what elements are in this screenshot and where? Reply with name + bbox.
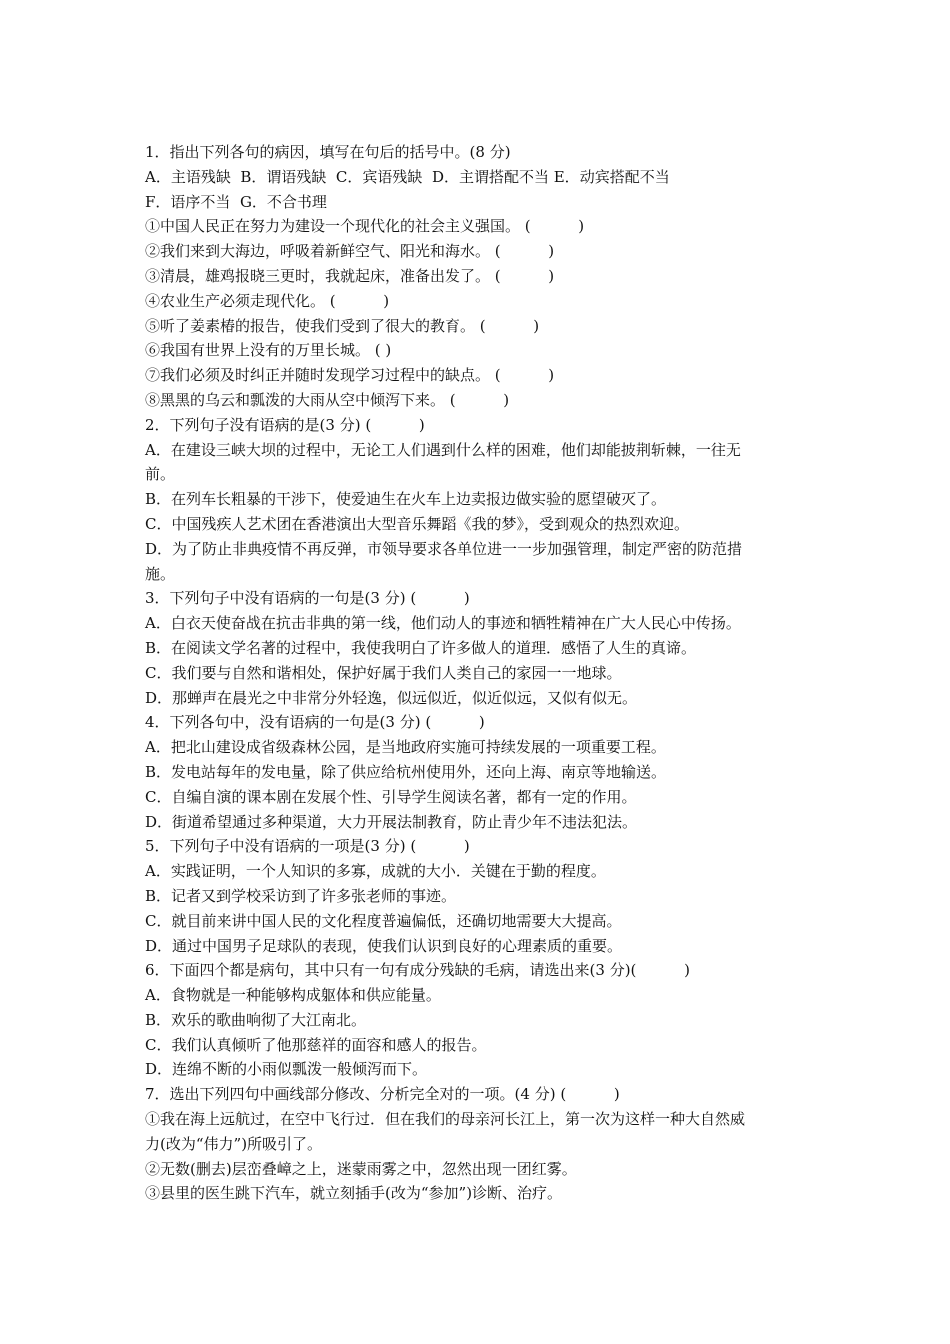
text-line: D．那蝉声在晨光之中非常分外轻逸，似远似近，似近似远，又似有似无。 xyxy=(145,688,638,707)
text-line: B．在阅读文学名著的过程中，我使我明白了许多做人的道理．感悟了人生的真谛。 xyxy=(145,638,697,657)
text-line: C．就目前来讲中国人民的文化程度普遍偏低，还确切地需要大大提高。 xyxy=(145,911,622,930)
text-line: B．记者又到学校采访到了许多张老师的事迹。 xyxy=(145,886,457,905)
text-line: ③县里的医生跳下汽车，就立刻插手(改为“参加”)诊断、治疗。 xyxy=(145,1184,563,1203)
text-line: 4．下列各句中，没有语病的一句是(3 分) ( ) xyxy=(145,713,485,732)
text-line: 施。 xyxy=(145,564,176,583)
text-line: ②无数(删去)层峦叠嶂之上，迷蒙雨雾之中，忽然出现一团红雾。 xyxy=(145,1159,577,1178)
text-line: 7．选出下列四句中画线部分修改、分析完全对的一项。(4 分) ( ) xyxy=(145,1085,620,1104)
text-line: A．把北山建设成省级森林公园，是当地政府实施可持续发展的一项重要工程。 xyxy=(145,738,666,757)
text-line: D．连绵不断的小雨似瓢泼一般倾泻而下。 xyxy=(145,1060,428,1079)
text-line: D．街道希望通过多种渠道，大力开展法制教育，防止青少年不违法犯法。 xyxy=(145,812,638,831)
text-line: C．我们要与自然和谐相处，保护好属于我们人类自己的家园一一地球。 xyxy=(145,663,622,682)
text-line: ⑤听了姜素椿的报告，使我们受到了很大的教育。 ( ) xyxy=(145,316,540,335)
text-line: ②我们来到大海边，呼吸着新鲜空气、阳光和海水。 ( ) xyxy=(145,242,555,261)
text-line: ④农业生产必须走现代化。 ( ) xyxy=(145,291,390,310)
text-line: ①我在海上远航过，在空中飞行过．但在我们的母亲河长江上，第一次为这样一种大自然威 xyxy=(145,1110,746,1129)
text-line: C．中国残疾人艺术团在香港演出大型音乐舞蹈《我的梦》，受到观众的热烈欢迎。 xyxy=(145,514,689,533)
question-text xyxy=(145,140,825,1206)
text-line: F．语序不当 G．不合书理 xyxy=(145,192,327,211)
text-line: ⑦我们必须及时纠正并随时发现学习过程中的缺点。 ( ) xyxy=(145,366,555,385)
text-line: B．欢乐的歌曲响彻了大江南北。 xyxy=(145,1010,367,1029)
text-line: C．自编自演的课本剧在发展个性、引导学生阅读名著，都有一定的作用。 xyxy=(145,787,637,806)
text-line: 6．下面四个都是病句，其中只有一句有成分残缺的毛病，请选出来(3 分)( ) xyxy=(145,961,690,980)
text-line: ③清晨，雄鸡报晓三更时，我就起床，准备出发了。 ( ) xyxy=(145,266,555,285)
text-line: A．主语残缺 B．谓语残缺 C．宾语残缺 D．主谓搭配不当 E．动宾搭配不当 xyxy=(145,167,670,186)
text-line: D．为了防止非典疫情不再反弹，市领导要求各单位进一一步加强管理，制定严密的防范措 xyxy=(145,539,743,558)
text-line: A．白衣天使奋战在抗击非典的第一线，他们动人的事迹和牺牲精神在广大人民心中传扬。 xyxy=(145,614,741,633)
text-line: ⑥我国有世界上没有的万里长城。 ( ) xyxy=(145,341,392,360)
text-line: B．在列车长粗暴的干涉下，使爱迪生在火车上边卖报边做实验的愿望破灭了。 xyxy=(145,490,667,509)
text-line: 2．下列句子没有语病的是(3 分) ( ) xyxy=(145,415,425,434)
text-line: A．实践证明，一个人知识的多寡，成就的大小．关键在于勤的程度。 xyxy=(145,862,606,881)
text-line: 1．指出下列各句的病因，填写在句后的括号中。(8 分) xyxy=(145,143,511,161)
text-line: ①中国人民正在努力为建设一个现代化的社会主义强国。 ( ) xyxy=(145,217,585,236)
text-line: ⑧黑黑的乌云和瓢泼的大雨从空中倾泻下来。 ( ) xyxy=(145,390,510,409)
text-line: 3．下列句子中没有语病的一句是(3 分) ( ) xyxy=(145,589,470,608)
text-line: 力(改为“伟力”)所吸引了。 xyxy=(145,1134,323,1153)
text-line: 前。 xyxy=(145,465,176,484)
text-line: D．通过中国男子足球队的表现，使我们认识到良好的心理素质的重要。 xyxy=(145,936,623,955)
text-line: B．发电站每年的发电量，除了供应给杭州使用外，还向上海、南京等地输送。 xyxy=(145,762,667,781)
text-line: A．食物就是一种能够构成躯体和供应能量。 xyxy=(145,986,441,1005)
text-line: A．在建设三峡大坝的过程中，无论工人们遇到什么样的困难，他们却能披荆斩棘，一往无 xyxy=(145,440,741,459)
text-line: 5．下列句子中没有语病的一项是(3 分) ( ) xyxy=(145,837,470,856)
text-line: C．我们认真倾听了他那慈祥的面容和感人的报告。 xyxy=(145,1035,487,1054)
